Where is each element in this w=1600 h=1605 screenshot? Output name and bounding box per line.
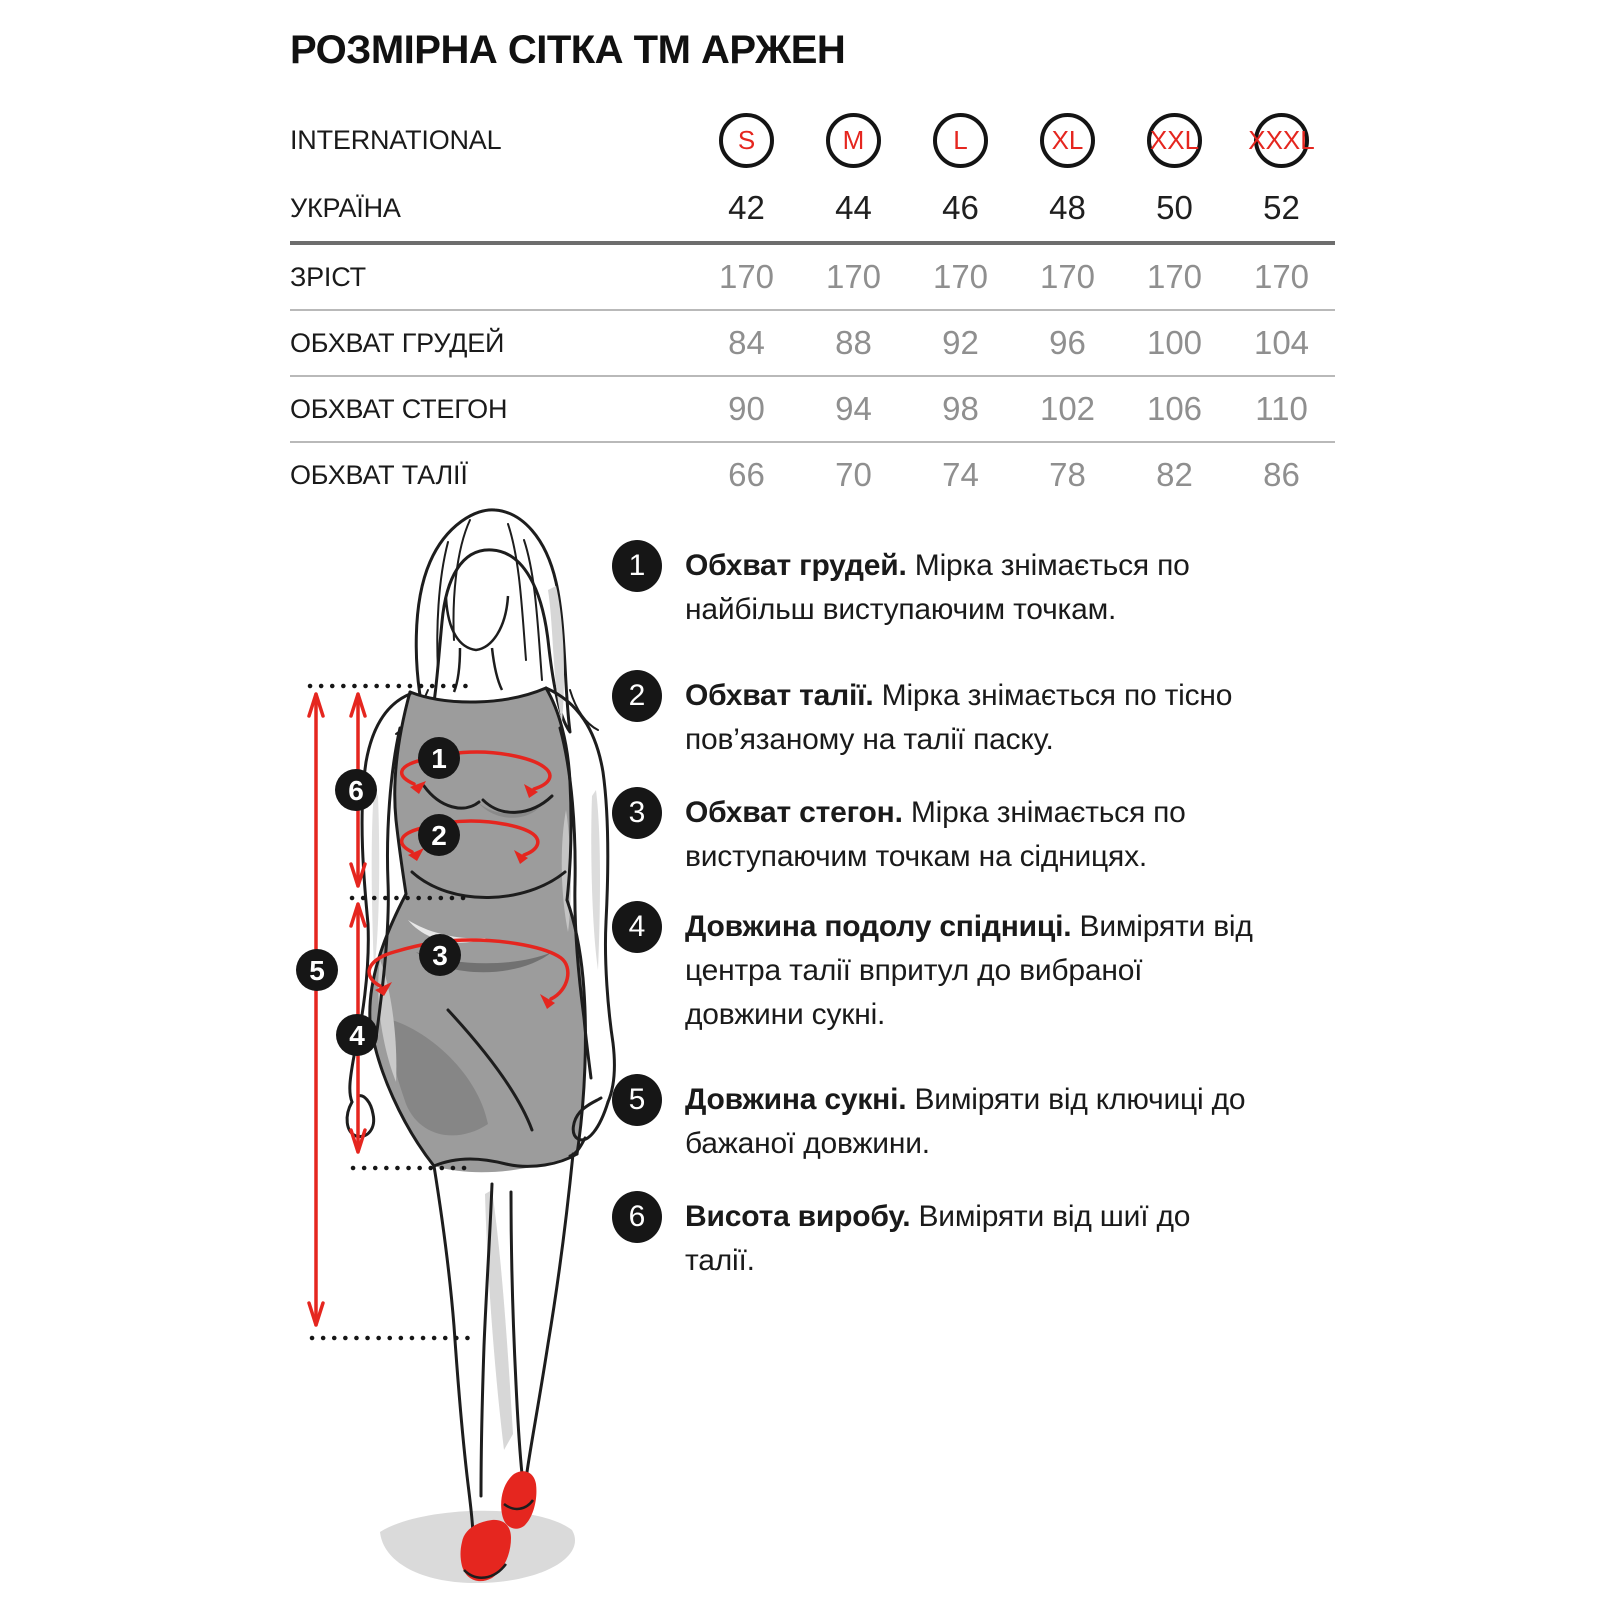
legend-text-4 — [685, 905, 1265, 1037]
legend-number-1 — [612, 540, 662, 592]
legend-text-3 — [685, 791, 1265, 879]
table-cell: 70 — [835, 456, 872, 493]
figure-marker-4-label: 4 — [349, 1020, 365, 1051]
figure-marker-4 — [336, 1014, 378, 1056]
size-badge-xxxl — [1248, 113, 1315, 168]
legend-number-1-label: 1 — [628, 549, 646, 582]
size-label: S — [737, 124, 756, 155]
table-cell: 170 — [1253, 258, 1310, 295]
size-badge-m — [826, 113, 881, 168]
size-cell — [1228, 113, 1335, 168]
table-cell: 110 — [1255, 390, 1308, 427]
row-label-height: ЗРІСТ — [290, 261, 366, 292]
size-cell — [1014, 113, 1121, 168]
row-label-ukraine: УКРАЇНА — [290, 192, 401, 223]
row-label-international: INTERNATIONAL — [290, 124, 502, 155]
legend-text-5 — [685, 1078, 1265, 1166]
figure-marker-5-label: 5 — [309, 955, 325, 986]
size-cell — [1121, 113, 1228, 168]
legend-title-5: Довжина сукні. — [685, 1083, 907, 1116]
legend-number-5 — [612, 1074, 662, 1126]
legend-title-4: Довжина подолу спідниці. — [685, 910, 1072, 943]
figure-marker-1-label: 1 — [431, 743, 447, 774]
table-cell: 84 — [728, 324, 765, 361]
size-badge-xl — [1040, 113, 1095, 168]
face — [446, 596, 508, 650]
neck — [454, 648, 502, 692]
table-cell: 44 — [835, 189, 872, 226]
legend-item-1 — [612, 544, 1267, 632]
table-cell: 82 — [1156, 456, 1193, 493]
figure-marker-5 — [296, 949, 338, 991]
table-cell: 170 — [1039, 258, 1096, 295]
table-cell: 106 — [1146, 390, 1203, 427]
legend-title-1: Обхват грудей. — [685, 549, 907, 582]
table-cell: 86 — [1263, 456, 1300, 493]
size-badge-l — [933, 113, 988, 168]
size-badge-xxl — [1147, 113, 1202, 168]
table-row-international — [290, 105, 1335, 175]
legend-item-3 — [612, 791, 1267, 879]
legend-title-2: Обхват талії. — [685, 679, 874, 712]
size-cell — [800, 113, 907, 168]
table-row-hips — [290, 377, 1335, 443]
size-label: M — [842, 124, 865, 155]
table-cell: 90 — [728, 390, 765, 427]
legend-item-4 — [612, 905, 1267, 1037]
legend-number-3 — [612, 787, 662, 839]
legend-title-6: Висота виробу. — [685, 1200, 911, 1233]
legend-item-5 — [612, 1078, 1267, 1166]
row-label-waist: ОБХВАТ ТАЛІЇ — [290, 459, 468, 490]
table-cell: 170 — [1146, 258, 1203, 295]
table-cell: 94 — [835, 390, 872, 427]
legend-desc-6: Виміряти від шиї до талії. — [685, 1200, 1191, 1277]
legend-desc-1: Мірка знімається по найбільш виступаючим точкам. — [685, 549, 1190, 626]
table-cell: 46 — [942, 189, 979, 226]
figure-marker-1 — [418, 737, 460, 779]
table-cell: 88 — [835, 324, 872, 361]
arm-shading-right — [591, 790, 600, 970]
table-row-height — [290, 245, 1335, 311]
legend-item-6 — [612, 1195, 1267, 1283]
legend-item-2 — [612, 674, 1267, 762]
legend-number-4 — [612, 901, 662, 953]
size-table — [290, 105, 1335, 507]
row-label-bust: ОБХВАТ ГРУДЕЙ — [290, 327, 505, 358]
figure-marker-6-label: 6 — [348, 775, 364, 806]
legend-number-4-label: 4 — [628, 910, 646, 943]
table-cell: 66 — [728, 456, 765, 493]
table-row-ukraine — [290, 175, 1335, 245]
legend-number-6-label: 6 — [628, 1200, 646, 1233]
table-cell: 52 — [1263, 189, 1300, 226]
legend-text-1 — [685, 544, 1265, 632]
legend-desc-4: Виміряти від центра талії впритул до вибраної довжини сукні. — [685, 910, 1253, 1031]
legend-text-2 — [685, 674, 1265, 762]
table-cell: 42 — [728, 189, 765, 226]
figure-marker-2-label: 2 — [431, 820, 447, 851]
figure-marker-3 — [419, 934, 461, 976]
size-label: L — [953, 124, 968, 155]
legend-title-3: Обхват стегон. — [685, 796, 903, 829]
table-cell: 102 — [1039, 390, 1096, 427]
size-cell — [907, 113, 1014, 168]
arm-shading-left — [372, 790, 380, 970]
table-cell: 48 — [1049, 189, 1086, 226]
measurement-figure — [280, 490, 680, 1600]
figure-marker-2 — [418, 814, 460, 856]
table-cell: 74 — [942, 456, 979, 493]
legend-desc-3: Мірка знімається по виступаючим точкам на сідницях. — [685, 796, 1186, 873]
table-cell: 170 — [718, 258, 775, 295]
legend-text-6 — [685, 1195, 1265, 1283]
table-cell: 104 — [1253, 324, 1310, 361]
woman-illustration — [280, 490, 680, 1600]
size-label: XXXL — [1248, 124, 1315, 155]
figure-marker-3-label: 3 — [432, 940, 448, 971]
size-badge-s — [719, 113, 774, 168]
legend-number-2 — [612, 670, 662, 722]
legend-desc-2: Мірка знімається по тісно пов’язаному на талії паску. — [685, 679, 1233, 756]
figure-marker-6 — [335, 769, 377, 811]
table-cell: 50 — [1156, 189, 1193, 226]
table-cell: 96 — [1049, 324, 1086, 361]
table-cell: 78 — [1049, 456, 1086, 493]
legend-number-5-label: 5 — [628, 1083, 646, 1116]
page-title: РОЗМІРНА СІТКА ТМ АРЖЕН — [290, 28, 846, 72]
legend-number-3-label: 3 — [628, 796, 646, 829]
table-row-bust — [290, 311, 1335, 377]
legend-desc-5: Виміряти від ключиці до бажаної довжини. — [685, 1083, 1246, 1160]
table-cell: 170 — [825, 258, 882, 295]
table-cell: 92 — [942, 324, 979, 361]
table-cell: 98 — [942, 390, 979, 427]
legend-number-6 — [612, 1191, 662, 1243]
row-label-hips: ОБХВАТ СТЕГОН — [290, 393, 508, 424]
size-cell — [693, 113, 800, 168]
table-cell: 170 — [932, 258, 989, 295]
legend-number-2-label: 2 — [628, 679, 646, 712]
table-cell: 100 — [1146, 324, 1203, 361]
size-label: XXL — [1149, 124, 1200, 155]
size-label: XL — [1051, 124, 1084, 155]
